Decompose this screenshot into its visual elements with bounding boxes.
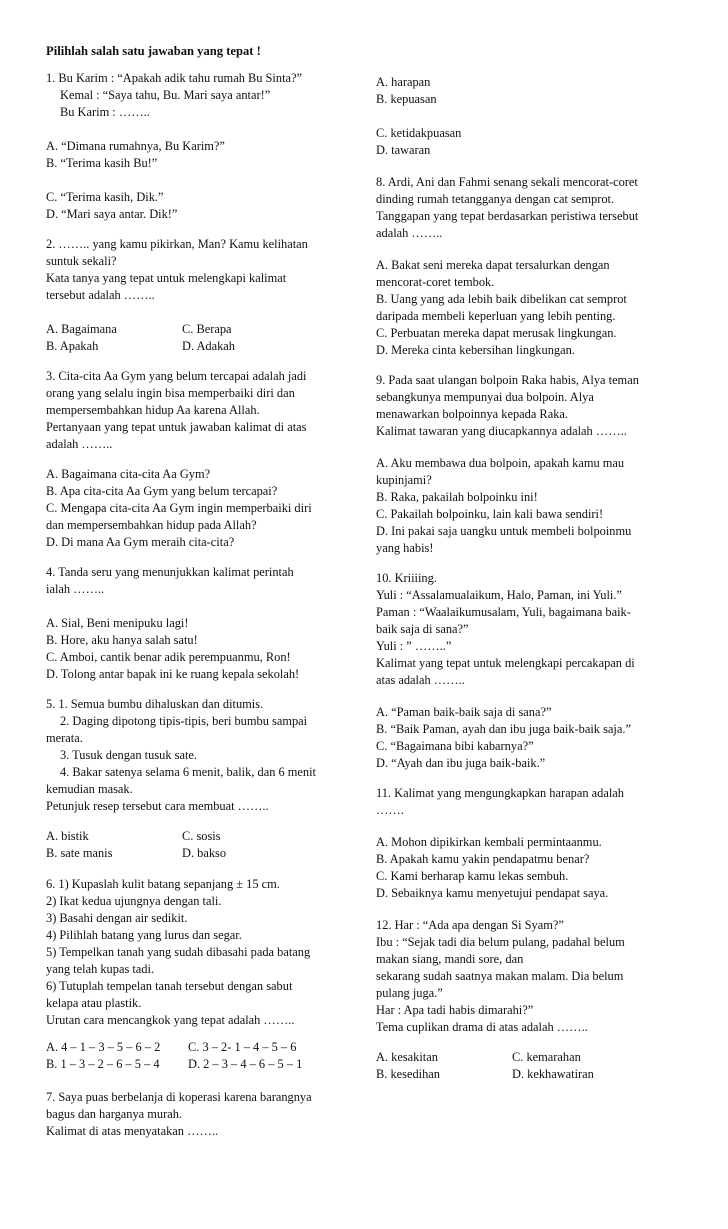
right-text-line: 12. Har : “Ada apa dengan Si Syam?” [376, 918, 564, 932]
right-text-line: C. Pakailah bolpoinku, lain kali bawa sendiri! [376, 507, 604, 521]
left-text-line: 2. …….. yang kamu pikirkan, Man? Kamu kelihatan [46, 237, 308, 251]
right-text-line: 8. Ardi, Ani dan Fahmi senang sekali mencorat-coret [376, 175, 638, 189]
left-text-line: 2. Daging dipotong tipis-tipis, beri bumbu sampai [60, 714, 308, 728]
right-text-line: Har : Apa tadi habis dimarahi?” [376, 1003, 534, 1017]
left-text-line: 7. Saya puas berbelanja di koperasi karena barangnya [46, 1090, 312, 1104]
right-text-line: A. harapan [376, 75, 431, 89]
right-text-line: Kalimat yang tepat untuk melengkapi percakapan di [376, 656, 635, 670]
left-option: A. 4 – 1 – 3 – 5 – 6 – 2 [46, 1040, 161, 1054]
right-text-line: A. Mohon dipikirkan kembali permintaanmu. [376, 835, 602, 849]
right-text-line: B. Raka, pakailah bolpoinku ini! [376, 490, 538, 504]
left-option: C. Berapa [182, 322, 232, 336]
right-text-line: C. Perbuatan mereka dapat merusak lingkungan. [376, 326, 617, 340]
right-text-line: pulang juga.” [376, 986, 443, 1000]
right-text-line: Yuli : “Assalamualaikum, Halo, Paman, ini Yuli.” [376, 588, 622, 602]
left-text-line: yang telah kupas tadi. [46, 962, 155, 976]
left-option: B. Apakah [46, 339, 99, 353]
left-text-line: C. “Terima kasih, Dik.” [46, 190, 164, 204]
right-text-line: mencorat-coret tembok. [376, 275, 495, 289]
right-option: A. kesakitan [376, 1050, 438, 1064]
left-text-line: merata. [46, 731, 83, 745]
left-text-line: tersebut adalah …….. [46, 288, 155, 302]
right-text-line: D. Sebaiknya kamu menyetujui pendapat saya. [376, 886, 609, 900]
left-text-line: 5. 1. Semua bumbu dihaluskan dan ditumis. [46, 697, 264, 711]
right-text-line: ……. [376, 803, 404, 817]
left-text-line: dan mempersembahkan hidup pada Allah? [46, 518, 257, 532]
left-text-line: kelapa atau plastik. [46, 996, 142, 1010]
right-text-line: Tema cuplikan drama di atas adalah …….. [376, 1020, 588, 1034]
left-text-line: A. Bagaimana cita-cita Aa Gym? [46, 467, 211, 481]
left-text-line: Urutan cara mencangkok yang tepat adalah …….. [46, 1013, 295, 1027]
left-text-line: 3. Tusuk dengan tusuk sate. [60, 748, 197, 762]
right-text-line: D. Mereka cinta kebersihan lingkungan. [376, 343, 575, 357]
right-text-line: daripada membeli keperluan yang lebih penting. [376, 309, 616, 323]
right-text-line: 9. Pada saat ulangan bolpoin Raka habis, Alya teman [376, 373, 639, 387]
left-text-line: B. “Terima kasih Bu!” [46, 156, 158, 170]
left-text-line: adalah …….. [46, 437, 113, 451]
left-text-line: C. Mengapa cita-cita Aa Gym ingin memperbaiki diri [46, 501, 312, 515]
right-text-line: C. “Bagaimana bibi kabarnya?” [376, 739, 534, 753]
left-option: D. 2 – 3 – 4 – 6 – 5 – 1 [188, 1057, 303, 1071]
left-text-line: D. Di mana Aa Gym meraih cita-cita? [46, 535, 235, 549]
right-text-line: D. Ini pakai saja uangku untuk membeli bolpoinmu [376, 524, 632, 538]
left-text-line: B. Apa cita-cita Aa Gym yang belum tercapai? [46, 484, 278, 498]
left-text-line: 1. Bu Karim : “Apakah adik tahu rumah Bu Sinta?” [46, 71, 303, 85]
right-text-line: A. Aku membawa dua bolpoin, apakah kamu mau [376, 456, 625, 470]
right-text-line: Ibu : “Sejak tadi dia belum pulang, padahal belum [376, 935, 625, 949]
right-text-line: sekarang sudah saatnya makan malam. Dia belum [376, 969, 624, 983]
left-text-line: D. “Mari saya antar. Dik!” [46, 207, 178, 221]
left-text-line: A. “Dimana rumahnya, Bu Karim?” [46, 139, 225, 153]
left-text-line: D. Tolong antar bapak ini ke ruang kepala sekolah! [46, 667, 300, 681]
right-option: D. kekhawatiran [512, 1067, 594, 1081]
right-text-line: 11. Kalimat yang mengungkapkan harapan adalah [376, 786, 624, 800]
left-text-line: 4. Tanda seru yang menunjukkan kalimat perintah [46, 565, 294, 579]
left-text-line: 6. 1) Kupaslah kulit batang sepanjang ± 15 cm. [46, 877, 280, 891]
right-text-line: B. Uang yang ada lebih baik dibelikan cat semprot [376, 292, 627, 306]
right-text-line: C. ketidakpuasan [376, 126, 462, 140]
right-text-line: C. Kami berharap kamu lekas sembuh. [376, 869, 569, 883]
left-text-line: suntuk sekali? [46, 254, 117, 268]
left-text-line: A. Sial, Beni menipuku lagi! [46, 616, 189, 630]
right-text-line: A. Bakat seni mereka dapat tersalurkan dengan [376, 258, 610, 272]
left-text-line: 3) Basahi dengan air sedikit. [46, 911, 188, 925]
right-text-line: baik saja di sana?” [376, 622, 469, 636]
left-text-line: ialah …….. [46, 582, 105, 596]
left-text-line: bagus dan harganya murah. [46, 1107, 183, 1121]
left-text-line: Pertanyaan yang tepat untuk jawaban kalimat di atas [46, 420, 307, 434]
left-text-line: C. Amboi, cantik benar adik perempuanmu, Ron! [46, 650, 291, 664]
right-text-line: atas adalah …….. [376, 673, 465, 687]
left-option: C. 3 – 2- 1 – 4 – 5 – 6 [188, 1040, 297, 1054]
right-text-line: B. “Baik Paman, ayah dan ibu juga baik-baik saja.” [376, 722, 631, 736]
right-option: B. kesedihan [376, 1067, 441, 1081]
right-text-line: menawarkan bolpoinnya kepada Raka. [376, 407, 568, 421]
right-text-line: D. “Ayah dan ibu juga baik-baik.” [376, 756, 546, 770]
right-text-line: Kalimat tawaran yang diucapkannya adalah …….. [376, 424, 627, 438]
left-text-line: Kata tanya yang tepat untuk melengkapi kalimat [46, 271, 287, 285]
left-text-line: 5) Tempelkan tanah yang sudah dibasahi pada batang [46, 945, 311, 959]
left-text-line: B. Hore, aku hanya salah satu! [46, 633, 198, 647]
left-text-line: mempersembahkan hidup Aa karena Allah. [46, 403, 260, 417]
left-text-line: Kalimat di atas menyatakan …….. [46, 1124, 219, 1138]
left-text-line: Petunjuk resep tersebut cara membuat …….. [46, 799, 269, 813]
left-text-line: orang yang selalu ingin bisa memperbaiki diri dan [46, 386, 295, 400]
right-text-line: kupinjami? [376, 473, 432, 487]
left-option: C. sosis [182, 829, 221, 843]
right-text-line: Tanggapan yang tepat berdasarkan peristiwa tersebut [376, 209, 639, 223]
right-text-line: B. Apakah kamu yakin pendapatmu benar? [376, 852, 590, 866]
right-text-line: B. kepuasan [376, 92, 437, 106]
left-option: B. sate manis [46, 846, 113, 860]
right-text-line: sebangkunya mempunyai dua bolpoin. Alya [376, 390, 594, 404]
left-text-line: 3. Cita-cita Aa Gym yang belum tercapai adalah jadi [46, 369, 307, 383]
right-text-line: 10. Kriiiing. [376, 571, 437, 585]
right-text-line: adalah …….. [376, 226, 443, 240]
left-text-line: 2) Ikat kedua ujungnya dengan tali. [46, 894, 222, 908]
left-text-line: Kemal : “Saya tahu, Bu. Mari saya antar!” [60, 88, 271, 102]
left-option: D. bakso [182, 846, 227, 860]
left-text-line: kemudian masak. [46, 782, 133, 796]
right-text-line: D. tawaran [376, 143, 431, 157]
left-text-line: Bu Karim : …….. [60, 105, 150, 119]
right-text-line: yang habis! [376, 541, 434, 555]
right-text-line: Yuli : ” ……..” [376, 639, 452, 653]
left-option: A. Bagaimana [46, 322, 117, 336]
right-text-line: makan siang, mandi sore, dan [376, 952, 524, 966]
left-text-line: 4. Bakar satenya selama 6 menit, balik, dan 6 menit [60, 765, 316, 779]
right-text-line: dinding rumah tetangganya dengan cat semprot. [376, 192, 615, 206]
right-option: C. kemarahan [512, 1050, 581, 1064]
right-text-line: A. “Paman baik-baik saja di sana?” [376, 705, 552, 719]
left-option: B. 1 – 3 – 2 – 6 – 5 – 4 [46, 1057, 160, 1071]
left-option: A. bistik [46, 829, 89, 843]
right-text-line: Paman : “Waalaikumusalam, Yuli, bagaimana baik- [376, 605, 631, 619]
left-text-line: 4) Pilihlah batang yang lurus dan segar. [46, 928, 242, 942]
left-text-line: 6) Tutuplah tempelan tanah tersebut dengan sabut [46, 979, 293, 993]
left-option: D. Adakah [182, 339, 235, 353]
page-title: Pilihlah salah satu jawaban yang tepat ! [46, 44, 261, 58]
